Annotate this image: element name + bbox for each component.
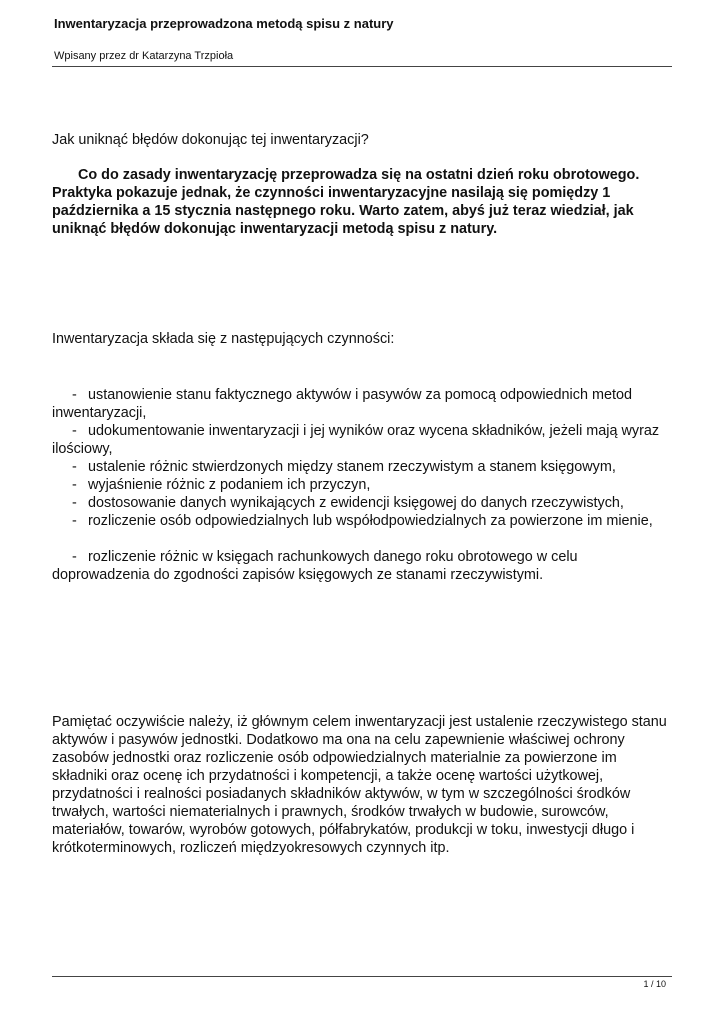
list-item: - ustalenie różnic stwierdzonych między stanem rzeczywistym a stanem księgowym, [72,459,616,475]
list-item: - rozliczenie osób odpowiedzialnych lub współodpowiedzialnych za powierzone im mienie, [72,513,653,529]
list-intro: Inwentaryzacja składa się z następujących czynności: [52,331,395,347]
list-item: - ustanowienie stanu faktycznego aktywów i pasywów za pomocą odpowiednich metod inwentaryzacji, [52,387,632,421]
list-item: - wyjaśnienie różnic z podaniem ich przyczyn, [72,477,371,493]
footer-divider [52,976,672,977]
steps-list [52,386,672,584]
document-title: Inwentaryzacja przeprowadzona metodą spisu z natury [54,16,394,31]
list-item: - udokumentowanie inwentaryzacji i jej wyników oraz wycena składników, jeżeli mają wyraz ilościowy, [52,423,660,457]
closing-paragraph: Pamiętać oczywiście należy, iż głównym celem inwentaryzacji jest ustalenie rzeczywistego stanu aktywów i pasywów jednostki. Dodatkowo ma ona na celu zapewnienie właściwej ochrony zasobów jednostki oraz rozliczenie osób odpowiedzialnych materialnie za powierzone im składniki oraz ocenę ich przydatności i kompetencji, a także ocenę wartości użytkowej, przydatności i realności posiadanych składników aktywów, w tym w szczególności środków trwałych, wartości niematerialnych i prawnych, środków trwałych w budowie, surowców, materiałów, towarów, wyrobów gotowych, półfabrykatów, produkcji w toku, inwestycji długo i krótkoterminowych, rozliczeń międzyokresowych czynnych itp. [52,714,667,856]
author-line: Wpisany przez dr Katarzyna Trzpioła [54,50,234,62]
list-item: - rozliczenie różnic w księgach rachunkowych danego roku obrotowego w celu doprowadzenia do zgodności zapisów księgowych ze stanami rzeczywistymi. [52,549,578,583]
page-number: 1 / 10 [643,979,666,989]
lead-text: Co do zasady inwentaryzację przeprowadza się na ostatni dzień roku obrotowego. Praktyka pokazuje jednak, że czynności inwentaryzacyjne nasilają się pomiędzy 1 października a 15 stycznia następnego roku. Warto zatem, abyś już teraz wiedział, jak uniknąć błędów dokonując inwentaryzacji metodą spisu z natury. [52,167,640,237]
header-divider [52,66,672,67]
list-item: - dostosowanie danych wynikających z ewidencji księgowej do danych rzeczywistych, [72,495,624,511]
page-header [54,16,671,63]
lead-paragraph [52,166,672,238]
question-text: Jak uniknąć błędów dokonując tej inwentaryzacji? [52,132,369,148]
